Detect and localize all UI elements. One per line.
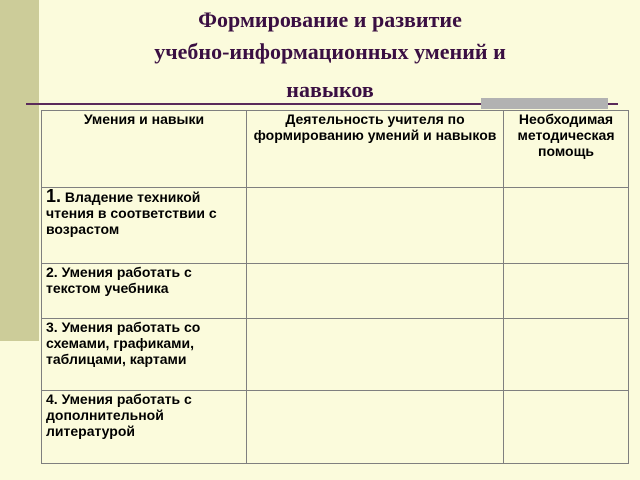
table-header-row xyxy=(42,111,629,188)
help-cell-2 xyxy=(504,264,629,319)
slide-title-line-3: навыков xyxy=(286,77,374,102)
activity-cell-4 xyxy=(247,391,504,464)
skill-text: Владение техникой чтения в соответствии с возрастом xyxy=(46,189,217,237)
header-teacher-activity: Деятельность учителя по формированию умений и навыков xyxy=(247,111,504,188)
help-cell-4 xyxy=(504,391,629,464)
skill-cell-1 xyxy=(42,188,247,264)
table-row xyxy=(42,264,629,319)
left-accent-bar xyxy=(0,0,39,341)
activity-cell-2 xyxy=(247,264,504,319)
activity-cell-1 xyxy=(247,188,504,264)
skill-number: 1. xyxy=(46,186,62,206)
help-cell-3 xyxy=(504,319,629,391)
table-row xyxy=(42,319,629,391)
help-cell-1 xyxy=(504,188,629,264)
slide-title-line-2: учебно-информационных умений и xyxy=(154,39,506,64)
skill-cell-4: 4. Умения работать с дополнительной литературой xyxy=(42,391,247,464)
skills-table xyxy=(41,110,629,464)
accent-block xyxy=(481,98,608,109)
table-row xyxy=(42,188,629,264)
skill-cell-2: 2. Умения работать с текстом учебника xyxy=(42,264,247,319)
slide-title-line-1: Формирование и развитие xyxy=(198,7,462,32)
header-skills: Умения и навыки xyxy=(42,111,247,188)
skill-cell-3: 3. Умения работать со схемами, графиками, таблицами, картами xyxy=(42,319,247,391)
activity-cell-3 xyxy=(247,319,504,391)
header-methodical-help: Необходимая методическая помощь xyxy=(504,111,629,188)
table-row xyxy=(42,391,629,464)
